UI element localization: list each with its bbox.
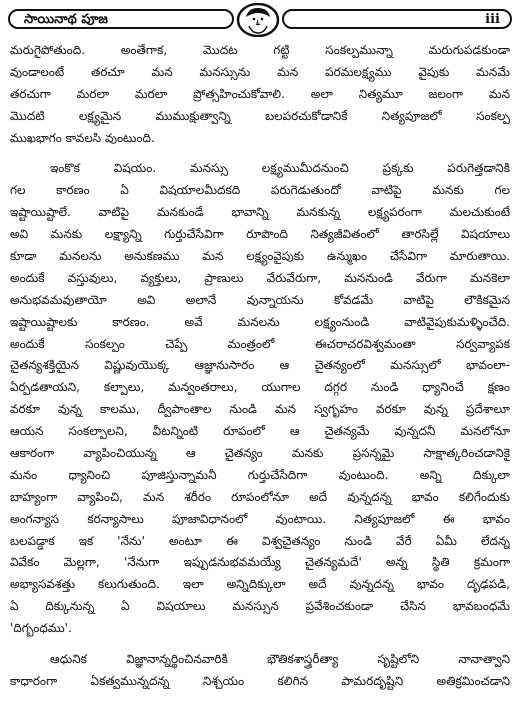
text-line: ఆయన సంకల్పాలని, వీటన్నింటి రూపంలో ఆ చైతన్యమే వున్నదనీ మనలోనూ xyxy=(10,424,510,439)
text-line: తరచుగా మరలా మరలా ప్రోత్సహించుకోవాలి. అలా నిత్యమూ జలంగా మన xyxy=(10,86,510,101)
body-text xyxy=(10,40,510,693)
text-line: కాధారంగా ఏకత్వమున్నదన్న నిశ్చయం కలిగిన పామరదృష్టిని అతిక్రమించడాని xyxy=(10,673,510,688)
running-title: సాయినాథ పూజ xyxy=(24,12,108,27)
text-line: ఏర్పడతాయని, కల్పాలు, మన్వంతరాలు, యుగాల దగ్గర నుండి ధ్యానించే క్షణం xyxy=(10,380,510,395)
text-line: ఇష్టాయిష్టాలే. వాటిపై మనకుండే భావాన్ని మనకున్న లక్ష్యపరంగా మలచుకుంటే xyxy=(10,205,510,220)
paragraph xyxy=(10,158,510,640)
sai-baba-emblem-icon xyxy=(234,3,282,37)
text-line: మొదటి లక్ష్యమైన ముముక్షుత్వాన్ని బలపరచుకోడానికే నిత్యపూజలో సంకల్ప xyxy=(10,108,510,123)
text-line: కూడా మనలను అనుకణము మన లక్ష్యంవైపుకు ఉన్ముఖం చేసేవిగా మారుతాయి. xyxy=(10,249,510,264)
text-line: అనుభవమవుతాయో అవి అలానే వున్నాయను కోవడమే వాటిపై లౌకికమైన xyxy=(10,292,510,307)
text-line: అభ్యాసవశత్తు కలుగుతుంది. ఇలా అన్నిదిక్కులా అదే వున్నదన్న భావం దృఢపడి, xyxy=(10,577,510,592)
text-line: ఆధునిక విజ్ఞానాన్నర్థించినవారికి భౌతికశాస్త్రరీత్యా సృష్టిలోని నానాత్వాని xyxy=(50,652,510,667)
text-line: చైతన్యశక్తియైన విష్ణువుయొక్క ఆజ్ఞానుసారం ఆ చైతన్యంలో మనస్సులో భావంలా- xyxy=(10,358,510,373)
text-line: అందుకే సంకల్పం చెప్పే మంత్రంలో ఈచరాచరవిశ్వమంతా సర్వవ్యాపక xyxy=(10,336,510,351)
title-frame xyxy=(8,9,234,29)
text-line: ఆకారంగా వ్యాపించియున్న ఆ చైతన్యం మనకు ప్రసన్నమై సాక్షాత్కరించడానికై xyxy=(10,446,510,461)
text-line: అవి మనకు లక్ష్యాన్ని గుర్తుచేసేవిగా రూపొంది నిత్యజీవితంలో తారసిల్లే విషయాలు xyxy=(10,227,510,242)
paragraph xyxy=(10,649,510,693)
text-line: ముఖభాగం కావలసి వుంటుంది. xyxy=(10,130,155,145)
page-header xyxy=(8,3,512,37)
text-line: అందుకే వస్తువులు, వ్యక్తులు, ప్రాణులు వేరువేరుగా, మననుండి వేరుగా మనకెలా xyxy=(10,270,510,285)
text-line: వరకూ వున్న కాలము, ద్వీపాంతాల నుండి మన స్వగృహం వరకూ వున్న ప్రదేశాలూ xyxy=(10,402,510,417)
text-line: వుండాలంటే తరచూ మన మనస్సును మన పరమలక్ష్యము వైపుకు మనమే xyxy=(10,64,510,79)
page-number: iii xyxy=(485,12,500,27)
text-line: 'దిగ్బంధము'. xyxy=(10,621,72,636)
text-line: వివేకం మెల్లగా, 'నేనుగా ఇప్పుడనుభవమయ్యే చైతన్యమదే' అన్న స్థితి క్రమంగా xyxy=(10,555,510,570)
text-line: మరుగైపోతుంది. అంతేగాక, మొదట గట్టి సంకల్పమున్నా మరుగుపడకుండా xyxy=(10,43,510,57)
text-line: అంగన్యాస కరన్యాసాలు పూజావిధానంలో వుంటాయి. నిత్యపూజలో ఈ భావం xyxy=(10,511,510,526)
text-line: గల కారణం ఏ విషయాలమీదకది పరుగెడుతుందో వాటిపై మనకు గల xyxy=(10,183,510,198)
paragraph xyxy=(10,40,510,149)
text-line: ఇంకొక విషయం. మనస్సు లక్ష్యముమీదనుంచి ప్రక్కకు పరుగెత్తడానికి xyxy=(50,161,510,176)
text-line: బాహ్యంగా వ్యాపించి, మన శరీరం రూపంలోనూ అదే వున్నదన్న భావం కలిగేందుకు xyxy=(10,489,510,504)
text-line: ఏ దిక్కునున్న ఏ విషయాలు మనస్సున ప్రవేశించకుండా చేసిన భావబంధమే xyxy=(10,599,510,614)
text-line: మనం ధ్యానించి పూజిస్తున్నామనీ గుర్తుచేసేదిగా వుంటుంది. అన్ని దిక్కులా xyxy=(10,467,510,482)
page-number-frame xyxy=(282,9,512,29)
text-line: ఇష్టాయిష్టాలకు కారణం. అవే మనలను లక్ష్యంనుండి వాటివైపుకుమళ్ళించేది. xyxy=(10,314,510,329)
text-line: బలపడ్డాక ఇక 'నేను' అంటూ ఈ విశ్వచైతన్యం నుండి వేరే ఏమీ లేదన్న xyxy=(10,533,510,548)
